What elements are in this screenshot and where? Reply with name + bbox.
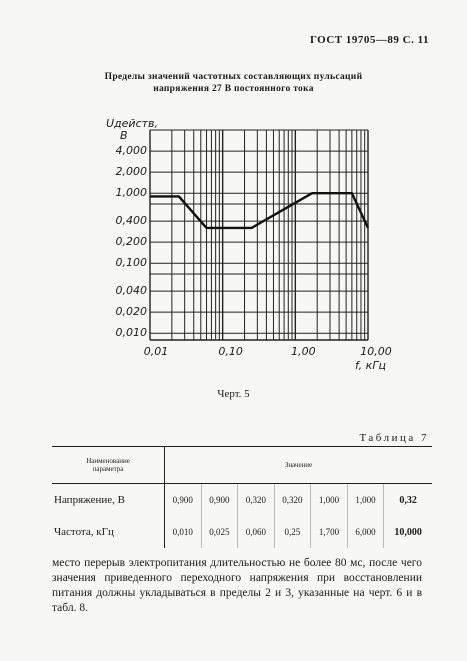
param-header-line-1: Наименование [86,457,130,465]
row-label: Напряжение, В [52,484,165,517]
table-cell: 0,320 [274,484,311,517]
y-tick-label: 2,000 [115,165,147,179]
x-tick-label: 1,00 [291,345,316,358]
body-paragraph: место перерыв электропитания длительностью не более 80 мс, после чего значения приведенного переходного напряжения при восстановлении питания должны укладываться в пределы 2 и 3, указанные на черт. 6 и в табл. 8. [52,557,422,614]
y-tick-label: 1,000 [115,186,147,200]
y-tick-label: 0,100 [115,256,147,270]
table-row-voltage [52,484,432,517]
table-row-frequency [52,516,432,548]
row-label: Частота, кГц [52,516,165,548]
y-tick-label: 0,400 [115,214,147,228]
chart-grid [150,130,368,340]
y-tick-label: 0,040 [115,284,147,298]
y-tick-label: 0,200 [115,235,147,249]
table-cell: 6,000 [347,516,384,548]
page-header: ГОСТ 19705—89 С. 11 [309,34,429,46]
x-axis-label: f, кГц [355,359,386,372]
table-caption: Таблица 7 [359,432,429,444]
chart-title-line-1: Пределы значений частотных составляющих пульсаций [104,72,363,82]
table-cell: 0,010 [165,516,202,548]
value-header: Значение [165,447,433,484]
y-axis-label-line-2: В [120,129,128,142]
figure-caption: Черт. 5 [217,388,250,400]
chart-title-line-2: напряжения 27 В постоянного тока [153,84,314,94]
x-tick-label: 0,01 [143,345,169,358]
table-cell: 0,900 [165,484,202,517]
table-cell: 10,000 [394,526,422,538]
y-tick-label: 4,000 [115,144,147,158]
tick-labels [116,144,392,358]
table-cell: 1,700 [311,516,348,548]
series-line [150,193,368,228]
table-cell: 0,025 [201,516,238,548]
table-cell: 1,000 [311,484,348,517]
y-axis-label-line-1: Uдейств, [106,117,159,130]
values-table [52,446,432,548]
y-tick-label: 0,020 [115,305,147,319]
y-tick-label: 0,010 [115,326,147,340]
table-cell: 0,060 [238,516,275,548]
table-header-row [52,447,432,484]
param-header [52,447,165,484]
table-cell: 0,900 [201,484,238,517]
x-tick-label: 10,00 [360,345,392,358]
table-cell: 1,000 [347,484,384,517]
table-cell: 0,25 [274,516,311,548]
table-cell: 0,320 [238,484,275,517]
x-tick-label: 0,10 [218,345,243,358]
param-header-line-2: параметра [92,465,124,473]
table-cell: 0,32 [399,494,417,506]
